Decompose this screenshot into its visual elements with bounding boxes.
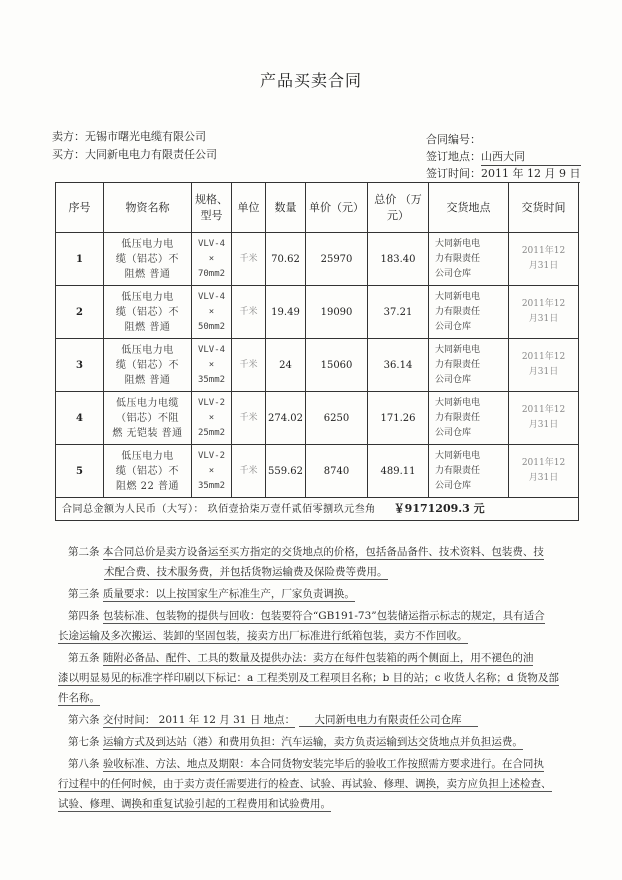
clause-label: 第六条 — [68, 714, 100, 726]
row-price: 15060 — [306, 339, 368, 392]
clause-text: 交付时间： 2011 年 12 月 31 日 地点： — [102, 714, 296, 726]
delivery-place: 大同新电电力有限责任公司仓库 — [299, 714, 478, 727]
row-price: 6250 — [306, 392, 368, 445]
row-spec: VLV-4 × 35mm2 — [192, 339, 232, 392]
sign-place-label: 签订地点： — [426, 150, 481, 163]
clause-text-cont: 行过程中的任何时候，由于卖方责任需要进行的检查、试验、再试验、修理、调换，卖方应负担上述检查、 — [58, 778, 552, 790]
row-qty: 274.02 — [266, 392, 306, 445]
row-spec: VLV-2 × 25mm2 — [192, 392, 232, 445]
row-price: 25970 — [306, 233, 368, 286]
contract-number-line — [426, 131, 481, 148]
row-name: 低压电力电 缆（铝芯）不 阻燃 普通 — [104, 339, 192, 392]
row-qty: 70.62 — [266, 233, 306, 286]
clause-text: 本合同总价是卖方设备运至买方指定的交货地点的价格，包括备品备件、技术资料、包装费、技 — [102, 546, 544, 558]
header-qty: 数量 — [266, 183, 306, 233]
row-total: 171.26 — [368, 392, 429, 445]
clause-label: 第五条 — [68, 652, 100, 664]
table-row — [56, 286, 579, 339]
buyer-label: 买方： — [52, 148, 85, 161]
clause-text-cont2: 件名称。 — [58, 692, 100, 704]
row-no: 5 — [56, 445, 104, 498]
row-spec: VLV-4 × 70mm2 — [192, 233, 232, 286]
clause-text: 验收标准、方法、地点及期限：本合同货物安装完毕后的验收工作按照需方要求进行。在合同执 — [102, 758, 544, 770]
total-label: 合同总金额为人民币（大写）： 玖佰壹拾柒万壹仟贰佰零捌玖元叁角 — [62, 504, 376, 515]
buyer-line — [52, 146, 217, 163]
table-row — [56, 233, 579, 286]
clause-8 — [58, 754, 588, 814]
clause-text-cont: 术配合费、技术服务费，并包括货物运输费及保险费等费用。 — [104, 566, 388, 578]
row-time: 2011年12 月31日 — [509, 392, 579, 445]
contract-number-label: 合同编号： — [426, 133, 481, 146]
header-place: 交货地点 — [429, 183, 509, 233]
sign-time-label: 签订时间： — [426, 167, 481, 180]
sign-time-value: 2011 年 12 月 9 日 — [481, 165, 580, 183]
row-name: 低压电力电 缆（铝芯）不 阻燃 普通 — [104, 233, 192, 286]
row-unit: 千米 — [232, 392, 266, 445]
clause-4 — [58, 606, 588, 646]
row-total: 183.40 — [368, 233, 429, 286]
clause-text-cont: 长途运输及多次搬运、装卸的坚固包装，接卖方出厂标准进行纸箱包装，卖方不作回收。 — [58, 630, 468, 642]
header-price: 单价（元） — [306, 183, 368, 233]
clause-text: 运输方式及到达站（港）和费用负担：汽车运输，卖方负责运输到达交货地点并负担运费。 — [102, 736, 523, 748]
row-unit: 千米 — [232, 233, 266, 286]
clause-label: 第三条 — [68, 588, 100, 600]
table-total-row — [56, 498, 579, 521]
clause-text-cont2: 试验、修理、调换和重复试验引起的工程费用和试验费用。 — [58, 798, 331, 810]
row-price: 19090 — [306, 286, 368, 339]
clause-6 — [58, 710, 588, 730]
clause-7 — [58, 732, 588, 752]
clause-label: 第七条 — [68, 736, 100, 748]
row-total: 36.14 — [368, 339, 429, 392]
row-place: 大同新电电 力有限责任 公司仓库 — [429, 445, 509, 498]
clause-text: 包装标准、包装物的提供与回收：包装要符合“GB191-73”包装储运指示标志的规定，具有适合 — [102, 610, 545, 622]
seller-line — [52, 128, 206, 145]
row-place: 大同新电电 力有限责任 公司仓库 — [429, 392, 509, 445]
clause-label: 第四条 — [68, 610, 100, 622]
clause-label: 第八条 — [68, 758, 100, 770]
row-total: 489.11 — [368, 445, 429, 498]
table-row — [56, 392, 579, 445]
total-amount: ￥9171209.3 元 — [393, 502, 485, 515]
header-unit: 单位 — [232, 183, 266, 233]
header-time: 交货时间 — [509, 183, 579, 233]
row-name: 低压电力电 缆（铝芯）不 阻燃 22 普通 — [104, 445, 192, 498]
product-table — [55, 182, 579, 521]
row-qty: 559.62 — [266, 445, 306, 498]
clause-text: 随附必备品、配件、工具的数量及提供办法：卖方在每件包装箱的两个侧面上，用不褪色的油 — [102, 652, 534, 664]
row-place: 大同新电电 力有限责任 公司仓库 — [429, 339, 509, 392]
total-cell — [56, 498, 579, 521]
row-unit: 千米 — [232, 339, 266, 392]
clause-text: 质量要求：以上按国家生产标准生产，厂家负责调换。 — [102, 588, 355, 600]
sign-place-value: 山西大同 — [481, 148, 581, 166]
row-qty: 19.49 — [266, 286, 306, 339]
row-spec: VLV-2 × 35mm2 — [192, 445, 232, 498]
row-place: 大同新电电 力有限责任 公司仓库 — [429, 286, 509, 339]
sign-time-line — [426, 165, 580, 183]
seller-label: 卖方： — [52, 130, 85, 143]
table-row — [56, 339, 579, 392]
row-price: 8740 — [306, 445, 368, 498]
seller-name: 无锡市曙光电缆有限公司 — [85, 130, 206, 143]
row-unit: 千米 — [232, 445, 266, 498]
row-time: 2011年12 月31日 — [509, 233, 579, 286]
header-name: 物资名称 — [104, 183, 192, 233]
row-qty: 24 — [266, 339, 306, 392]
row-no: 3 — [56, 339, 104, 392]
row-no: 1 — [56, 233, 104, 286]
table-row — [56, 445, 579, 498]
clause-text-cont: 漆以明显易见的标准字样印刷以下标记：a 工程类别及工程项目名称；b 目的站；c 收货人名称；d 货物及部 — [58, 672, 559, 684]
header-total: 总价 （万 元） — [368, 183, 429, 233]
buyer-name: 大同新电电力有限责任公司 — [85, 148, 217, 161]
row-name: 低压电力电 缆（铝芯）不 阻燃 普通 — [104, 286, 192, 339]
sign-place-line — [426, 148, 581, 166]
contract-title: 产品买卖合同 — [259, 71, 362, 90]
clauses — [58, 542, 588, 814]
clause-2 — [58, 542, 588, 582]
clause-3 — [58, 584, 588, 604]
clause-label: 第二条 — [68, 546, 100, 558]
header-no: 序号 — [56, 183, 104, 233]
row-no: 4 — [56, 392, 104, 445]
row-time: 2011年12 月31日 — [509, 286, 579, 339]
table-header-row — [56, 183, 579, 233]
row-unit: 千米 — [232, 286, 266, 339]
row-place: 大同新电电 力有限责任 公司仓库 — [429, 233, 509, 286]
row-total: 37.21 — [368, 286, 429, 339]
row-name: 低压电力电缆 （铝芯）不阻 燃 无铠装 普通 — [104, 392, 192, 445]
row-time: 2011年12 月31日 — [509, 339, 579, 392]
clause-5 — [58, 648, 588, 708]
row-time: 2011年12 月31日 — [509, 445, 579, 498]
row-spec: VLV-4 × 50mm2 — [192, 286, 232, 339]
row-no: 2 — [56, 286, 104, 339]
header-spec: 规格、 型号 — [192, 183, 232, 233]
